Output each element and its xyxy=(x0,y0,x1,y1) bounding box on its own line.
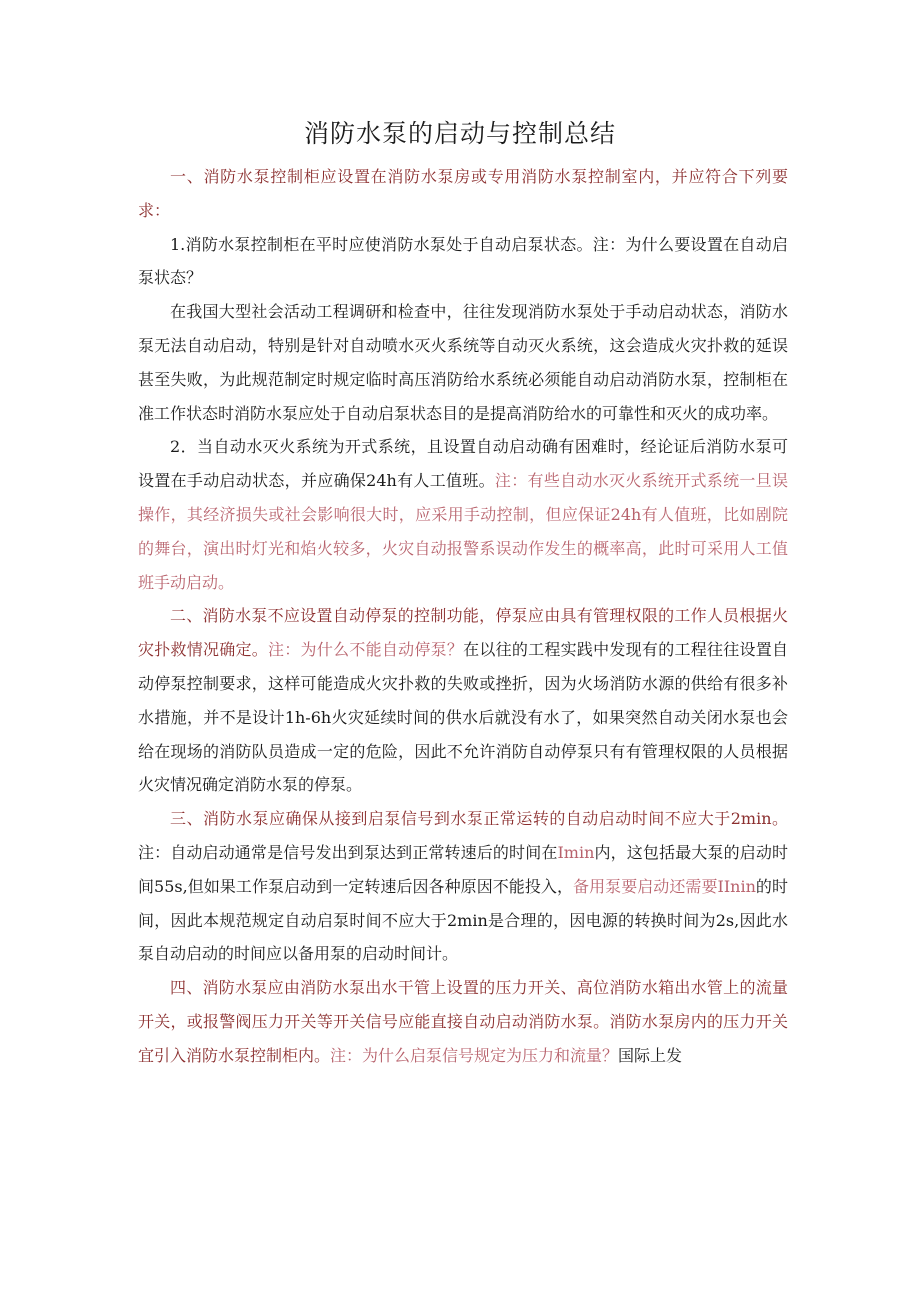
text-segment: 注：自动启动通常是信号发出到泵达到正常转速后的时间在 xyxy=(138,842,558,862)
text-segment: 一、消防水泵控制柜应设置在消防水泵房或专用消防水泵控制室内，并应符合下列要求： xyxy=(138,167,788,220)
text-segment: 国际上发 xyxy=(618,1045,683,1065)
text-segment: Imin xyxy=(557,842,595,862)
paragraph xyxy=(138,971,788,1072)
paragraph xyxy=(138,802,788,971)
document-title: 消防水泵的启动与控制总结 xyxy=(303,119,616,148)
paragraph xyxy=(138,599,788,802)
paragraph xyxy=(138,160,788,228)
text-segment: 在我国大型社会活动工程调研和检查中，往往发现消防水泵处于手动启动状态，消防水泵无法自动启动，特别是针对自动喷水灭火系统等自动灭火系统，这会造成火灾扑救的延误甚至失败，为此规范制定时规定临时高压消防给水系统必须能自动启动消防水泵，控制柜在准工作状态时消防水泵应处于自动启泵状态目的是提高消防给水的可靠性和灭火的成功率。 xyxy=(138,302,788,423)
text-segment: 备用泵要启动还需要IInin xyxy=(573,876,756,896)
text-segment: 在以往的工程实践中发现有的工程往往设置自动停泵控制要求，这样可能造成火灾扑救的失败或挫折，因为火场消防水源的供给有很多补水措施，并不是设计1h-6h火灾延续时间的供水后就没有水了，如果突然自动关闭水泵也会给在现场的消防队员造成一定的危险，因此不允许消防自动停泵只有有管理权限的人员根据火灾情况确定消防水泵的停泵。 xyxy=(138,640,788,795)
paragraph xyxy=(138,295,788,430)
paragraph xyxy=(138,430,788,599)
paragraph xyxy=(138,228,788,296)
text-segment: 的时间，因此本规范规定自动启泵时间不应大于2min是合理的，因电源的转换时间为2s,因此水泵自动启动的时间应以备用泵的启动时间计。 xyxy=(138,876,788,964)
text-segment: 1.消防水泵控制柜在平时应使消防水泵处于自动启泵状态。注：为什么要设置在自动启泵状态？ xyxy=(138,234,788,288)
document-body xyxy=(138,160,788,1073)
text-segment: 二、消防水泵不应设置自动停泵的控制功能，停泵应由具有管理权限的工作人员根据火灾扑救情况确定。 xyxy=(138,606,788,660)
text-segment: 注：有些自动水灭火系统开式系统一旦误操作，其经济损失或社会影响很大时，应采用手动控制，但应保证24h有人值班，比如剧院的舞台，演出时灯光和焰火较多，火灾自动报警系误动作发生的概率高，此时可采用人工值班手动启动。 xyxy=(138,471,788,592)
text-segment: 四、消防水泵应由消防水泵出水干管上设置的压力开关、高位消防水箱出水管上的流量开关，或报警阀压力开关等开关信号应能直接自动启动消防水泵。消防水泵房内的压力开关宜引入消防水泵控制柜内。 xyxy=(138,978,788,1065)
text-segment: 注：为什么启泵信号规定为压力和流量？ xyxy=(330,1045,619,1065)
text-segment: 三、消防水泵应确保从接到启泵信号到水泵正常运转的自动启动时间不应大于2min。 xyxy=(170,809,788,829)
text-segment: 内，这包括最大泵的启动时间55s,但如果工作泵启动到一定转速后因各种原因不能投入， xyxy=(138,842,788,896)
text-segment: 注：为什么不能自动停泵？ xyxy=(268,640,464,660)
text-segment: 2．当自动水灭火系统为开式系统，且设置自动启动确有困难时，经论证后消防水泵可设置在手动启动状态，并应确保24h有人工值班。 xyxy=(138,437,788,491)
